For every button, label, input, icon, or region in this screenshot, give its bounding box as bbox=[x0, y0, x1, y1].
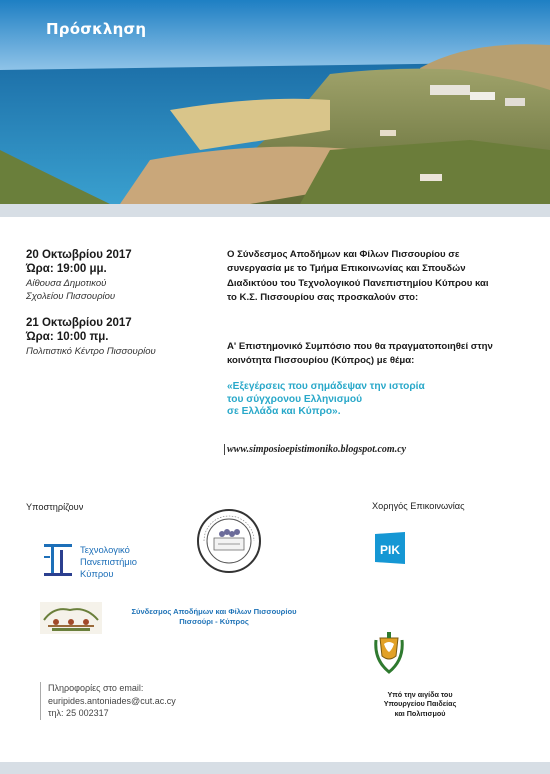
association-name bbox=[114, 607, 314, 627]
association-line: Σύνδεσμος Αποδήμων και Φίλων Πισσουρίου bbox=[131, 607, 297, 616]
media-sponsor-label: Χορηγός Επικοινωνίας bbox=[372, 501, 465, 511]
hero-photo bbox=[0, 0, 550, 204]
event-date: 21 Οκτωβρίου 2017 bbox=[26, 317, 132, 329]
contact-phone: τηλ: 25 002317 bbox=[48, 708, 109, 719]
event-date: 20 Οκτωβρίου 2017 bbox=[26, 249, 132, 261]
event-time: Ώρα: 19:00 μμ. bbox=[26, 263, 107, 275]
theme-line: του σύγχρονου Ελληνισμού bbox=[227, 393, 363, 405]
association-line: Πισσούρι - Κύπρος bbox=[179, 617, 249, 626]
rik-logo-text: ΡΙΚ bbox=[379, 543, 401, 557]
event-venue: Πολιτιστικό Κέντρο Πισσουρίου bbox=[26, 346, 156, 357]
contact-info bbox=[40, 682, 176, 720]
aegis-line: Υπουργείου Παιδείας bbox=[383, 699, 457, 709]
theme-line: σε Ελλάδα και Κύπρο». bbox=[227, 406, 341, 417]
symposium-text bbox=[227, 340, 532, 369]
symposium-line: κοινότητα Πισσουρίου (Κύπρος) με θέμα: bbox=[227, 355, 415, 367]
intro-text bbox=[227, 248, 532, 306]
community-seal-icon bbox=[196, 508, 262, 574]
supporters-label: Υποστηρίζουν bbox=[26, 502, 84, 512]
top-band bbox=[0, 204, 550, 217]
tepak-name bbox=[80, 544, 137, 580]
coat-of-arms-icon bbox=[372, 630, 406, 674]
bottom-band bbox=[0, 762, 550, 774]
aegis-text bbox=[360, 690, 480, 718]
tepak-line: Πανεπιστήμιο bbox=[80, 556, 138, 567]
intro-line: Ο Σύνδεσμος Αποδήμων και Φίλων Πισσουρίου σε bbox=[227, 249, 460, 260]
contact-label: Πληροφορίες στο email: bbox=[48, 683, 144, 693]
intro-line: συνεργασία με το Τμήμα Επικοινωνίας και Σπουδών bbox=[227, 263, 466, 275]
tepak-line: Κύπρου bbox=[80, 568, 114, 579]
association-emblem-icon bbox=[40, 602, 102, 634]
event-dates bbox=[26, 248, 216, 358]
intro-line: το Κ.Σ. Πισσουρίου σας προσκαλούν στο: bbox=[227, 292, 419, 304]
tepak-line: Τεχνολογικό bbox=[80, 544, 130, 555]
rik-logo-icon bbox=[373, 530, 407, 566]
symposium-theme bbox=[227, 381, 527, 419]
contact-email[interactable]: euripides.antoniades@cut.ac.cy bbox=[48, 695, 176, 706]
event-venue: Σχολείου Πισσουρίου bbox=[26, 291, 116, 302]
event-venue: Αίθουσα Δημοτικού bbox=[26, 278, 107, 289]
tepak-logo-icon bbox=[42, 542, 74, 578]
event-time: Ώρα: 10:00 πμ. bbox=[26, 331, 109, 343]
intro-line: Διαδικτύου του Τεχνολογικού Πανεπιστημίου Κύπρου και bbox=[227, 277, 489, 289]
aegis-line: Υπό την αιγίδα του bbox=[387, 690, 453, 699]
aegis-line: και Πολιτισμού bbox=[394, 708, 446, 718]
theme-line: «Εξεγέρσεις που σημάδεψαν την ιστορία bbox=[227, 381, 425, 392]
website-link[interactable]: www.simposioepistimoniko.blogspot.com.cy bbox=[224, 444, 406, 455]
invitation-title: Πρόσκληση bbox=[46, 20, 147, 38]
symposium-line: Α' Επιστημονικό Συμπόσιο που θα πραγματοποιηθεί στην bbox=[227, 341, 493, 352]
